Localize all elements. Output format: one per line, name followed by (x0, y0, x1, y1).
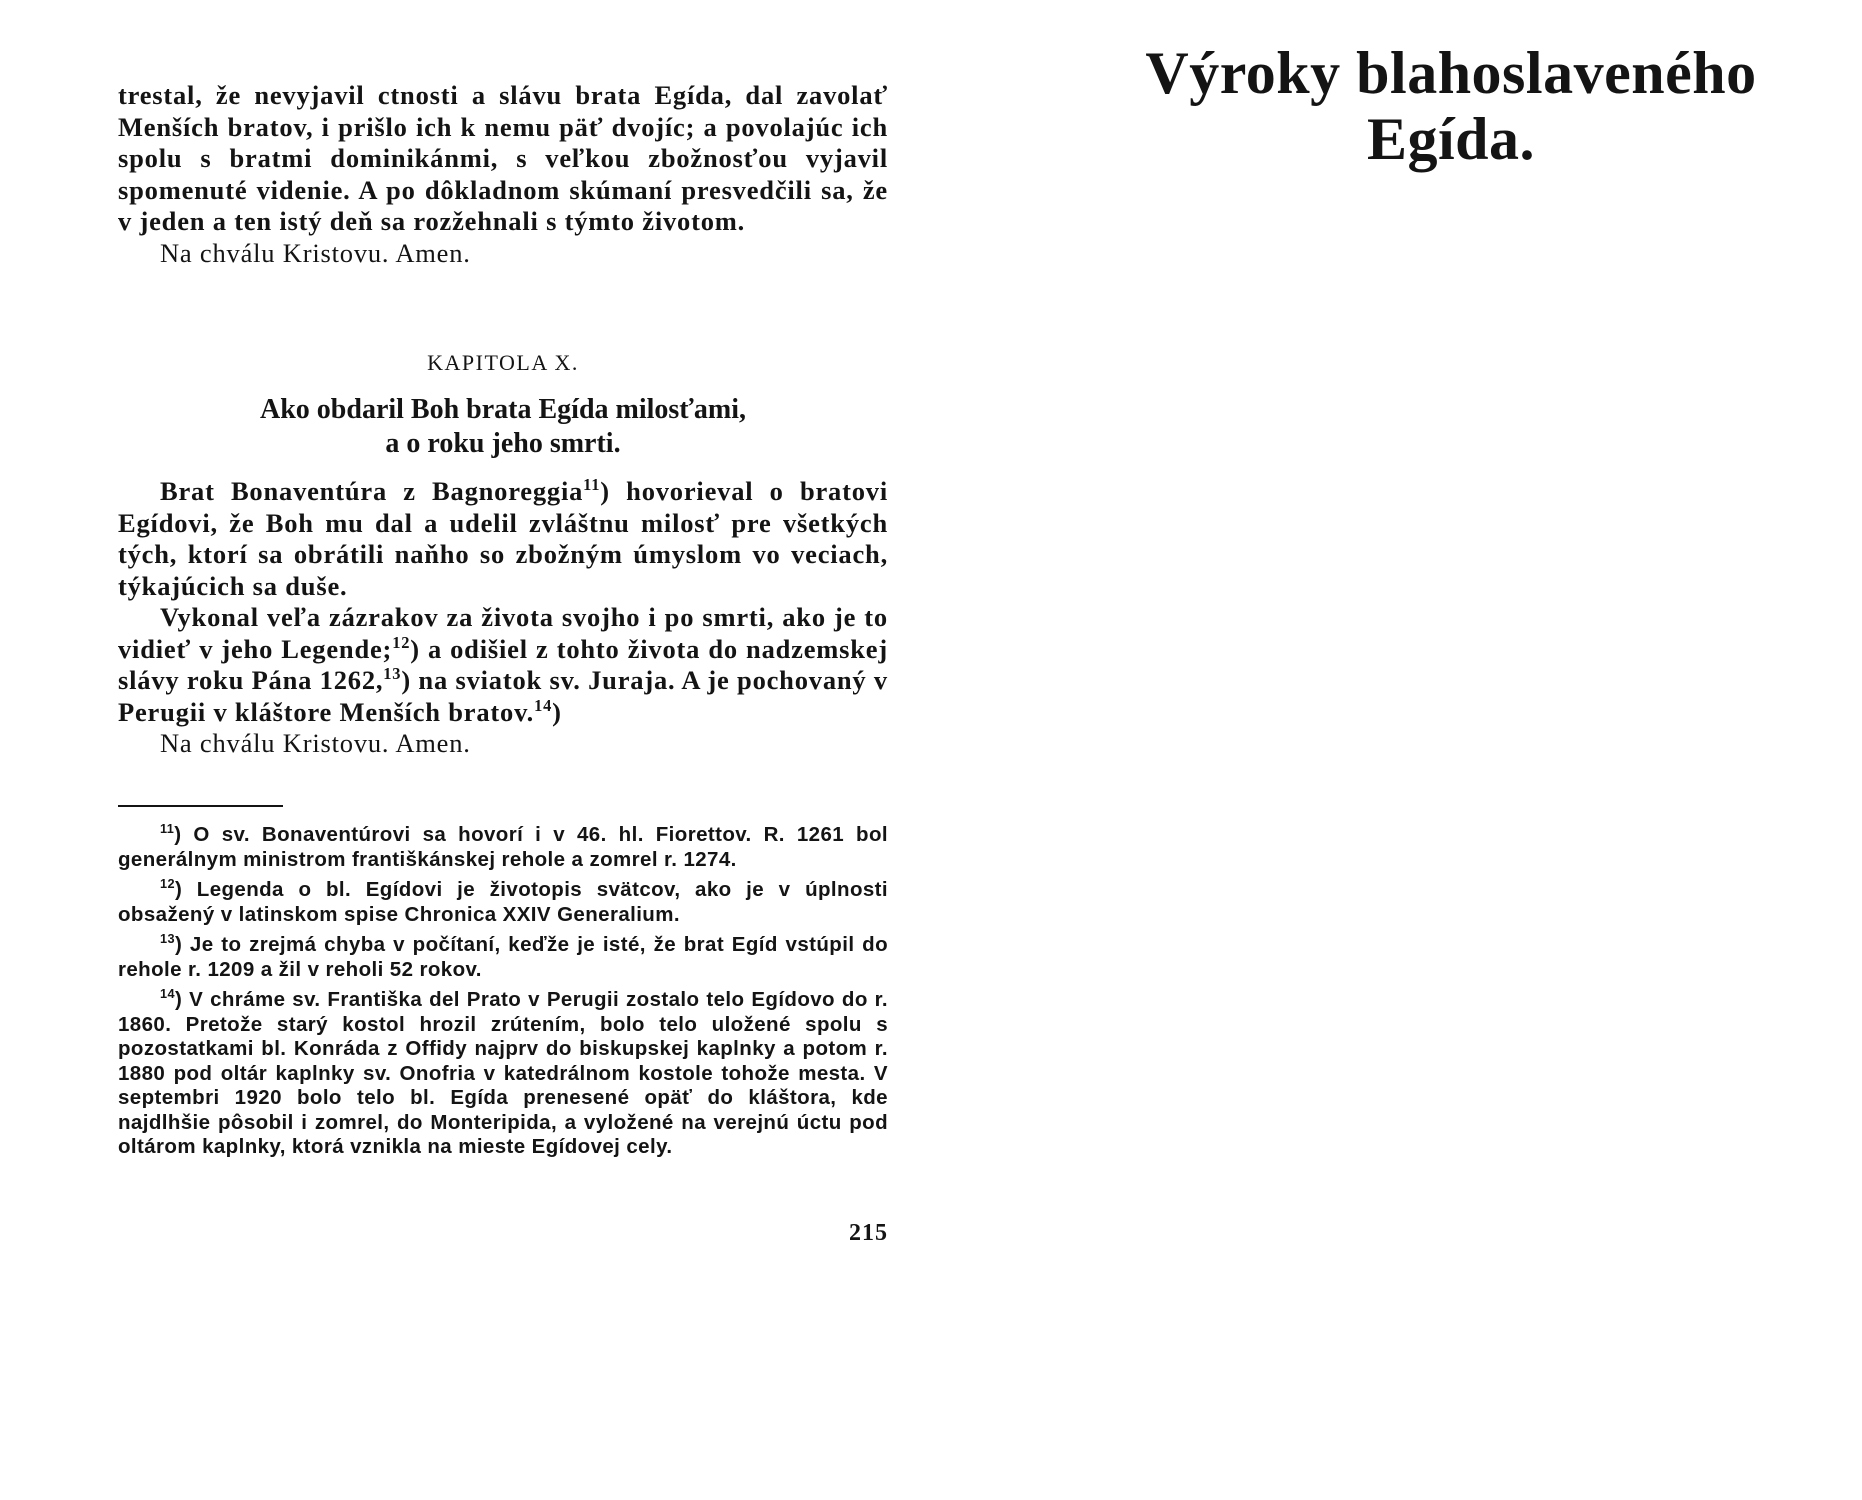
text-run: ) (552, 696, 562, 727)
chapter-title-line: a o roku jeho smrti. (385, 428, 621, 459)
footnote-text: ) V chráme sv. Františka del Prato v Perugii zostalo telo Egídovo do r. 1860. Pretože starý kostol hrozil zrútením, bolo telo uložené spolu s pozostatkami bl. Konráda z Offidy najprv do biskupskej kaplnky a potom r. 1880 pod oltár kaplnky sv. Onofria v katedrálnom kostole tohože mesta. V septembri 1920 bolo telo bl. Egída prenesené opäť do kláštora, kde najdlhšie pôsobil i zomrel, do Monteripida, a vyložené na verejnú úctu pod oltárom kaplnky, ktorá vznikla na mieste Egídovej cely. (118, 988, 888, 1158)
right-page (1140, 40, 1840, 172)
body-paragraph (118, 602, 888, 728)
footnote-text: ) Je to zrejmá chyba v počítaní, keďže je isté, že brat Egíd vstúpil do rehole r. 1209 a žil v reholi 52 rokov. (118, 933, 888, 981)
text-run: Vykonal veľa zázrakov za života svojho i po smrti, ako je to vidieť v jeho Legende; (118, 602, 888, 664)
footnote (118, 988, 888, 1160)
footnote-marker: 13 (160, 931, 175, 947)
footnote-reference: 13 (383, 664, 402, 684)
section-title-line: Výroky blahoslaveného (1145, 40, 1757, 106)
page-number: 215 (849, 1220, 888, 1246)
footnote (118, 878, 888, 927)
footnote-text: ) Legenda o bl. Egídovi je životopis svätcov, ako je v úplnosti obsažený v latinskom spise Chronica XXIV Generalium. (118, 878, 888, 926)
left-page (118, 80, 888, 1450)
footnote-marker: 11 (160, 821, 175, 837)
section-title (1140, 40, 1762, 172)
footnote-marker: 12 (160, 876, 175, 892)
continuation-paragraph: trestal, že nevyjavil ctnosti a slávu brata Egída, dal zavolať Menších bratov, i prišlo ich k nemu päť dvojíc; a povolajúc ich spolu s bratmi dominikánmi, s veľkou zbožnosťou vyjavil spomenuté videnie. A po dôkladnom skúmaní presvedčili sa, že v jeden a ten istý deň sa rozžehnali s týmto životom. (118, 80, 888, 236)
continuation-block (118, 80, 888, 269)
footnotes (118, 823, 888, 1166)
chapter-title-line: Ako obdaril Boh brata Egída milosťami, (260, 394, 746, 425)
text-run: ) a odišiel z tohto života do nadzemskej slávy roku Pána 1262, (118, 633, 888, 695)
footnote (118, 933, 888, 982)
footnote-reference: 14 (534, 695, 553, 715)
footnote-reference: 11 (583, 475, 601, 495)
chapter-label: KAPITOLA X. (427, 350, 579, 375)
closing-line: Na chválu Kristovu. Amen. (160, 728, 471, 758)
closing-line: Na chválu Kristovu. Amen. (160, 237, 471, 268)
footnote-reference: 12 (392, 632, 411, 652)
footnote-separator (118, 805, 283, 807)
text-run: ) na sviatok sv. Juraja. A je pochovaný v Perugii v kláštore Menších bratov. (118, 665, 888, 727)
chapter-title (118, 393, 888, 461)
section-title-line: Egída. (1366, 106, 1536, 172)
text-run: ) hovorieval o bratovi Egídovi, že Boh mu dal a udelil zvláštnu milosť pre všetkých tých, ktorí sa obrátili naňho so zbožným úmyslom vo veciach, týkajúcich sa duše. (118, 476, 888, 601)
text-run: Brat Bonaventúra z Bagnoreggia (160, 476, 584, 506)
footnote-marker: 14 (160, 986, 175, 1002)
body-paragraph (118, 476, 888, 602)
footnote (118, 823, 888, 872)
chapter-body (118, 476, 888, 760)
footnote-text: ) O sv. Bonaventúrovi sa hovorí i v 46. hl. Fiorettov. R. 1261 bol generálnym ministrom františkánskej rehole a zomrel r. 1274. (118, 823, 888, 871)
